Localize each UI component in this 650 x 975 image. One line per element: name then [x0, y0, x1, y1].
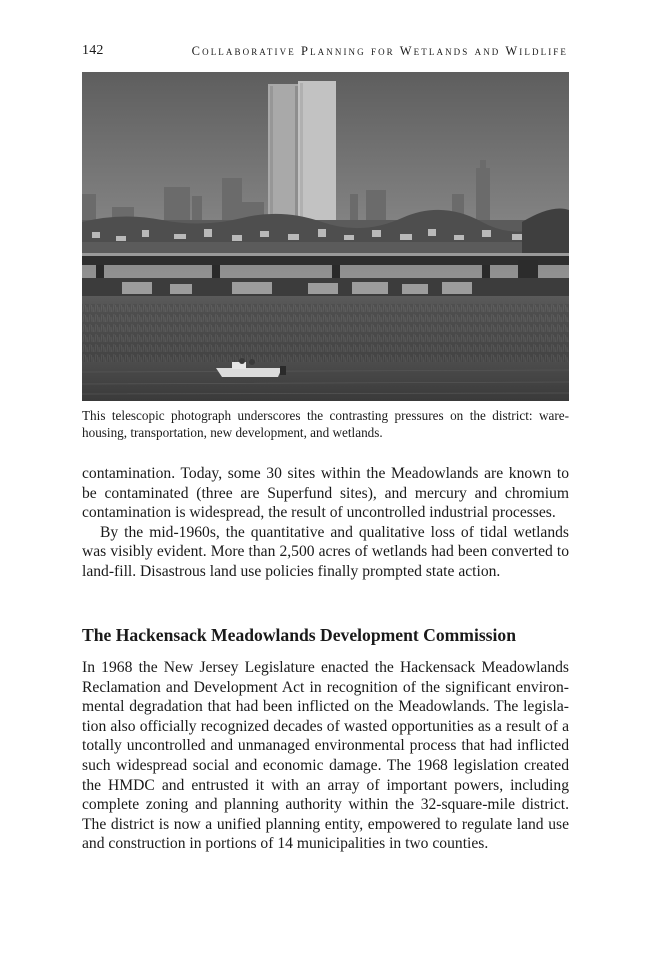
paragraph: In 1968 the New Jersey Legislature enacted the Hackensack Meadowlands Reclamation and Development Act in recognition of the significant environ-mental degradation that had been inflicted on the Meadowlands. The legisla-tion also officially recognized decades of wasted opportunities as a result of a totally uncontrolled and unmanaged environmental process that had inflicted such widespread social and economic damage. The 1968 legislation created the HMDC and entrusted it with an array of important powers, including complete zoning and planning authority within the 32-square-mile district. The district is now a unified planning entity, empowered to regulate land use and construction in portions of 14 municipalities in two counties. [82, 659, 569, 853]
river [82, 362, 569, 401]
page-number: 142 [82, 43, 104, 58]
meadowlands-photograph [82, 72, 569, 401]
rail-yard [82, 278, 569, 298]
running-head: Collaborative Planning for Wetlands and Wildlife [191, 44, 568, 58]
section-heading: The Hackensack Meadowlands Development Commission [82, 625, 516, 645]
twin-towers [268, 81, 336, 222]
body-text-block-2 [82, 658, 569, 854]
paragraph: By the mid-1960s, the quantitative and qualitative loss of tidal wetlands was visibly evident. More than 2,500 acres of wetlands had been converted to land-fill. Disastrous land use policies finally prompted state action. [82, 523, 569, 580]
body-text-block-1 [82, 464, 569, 582]
figure-caption: This telescopic photograph underscores the contrasting pressures on the district: ware-housing, transportation, new development, and wetlands. [82, 408, 569, 440]
paragraph: contamination. Today, some 30 sites within the Meadowlands are known to be contaminated (three are Superfund sites), and mercury and chromium contamination is widespread, the result of uncontrolled industrial processes. [82, 465, 569, 522]
